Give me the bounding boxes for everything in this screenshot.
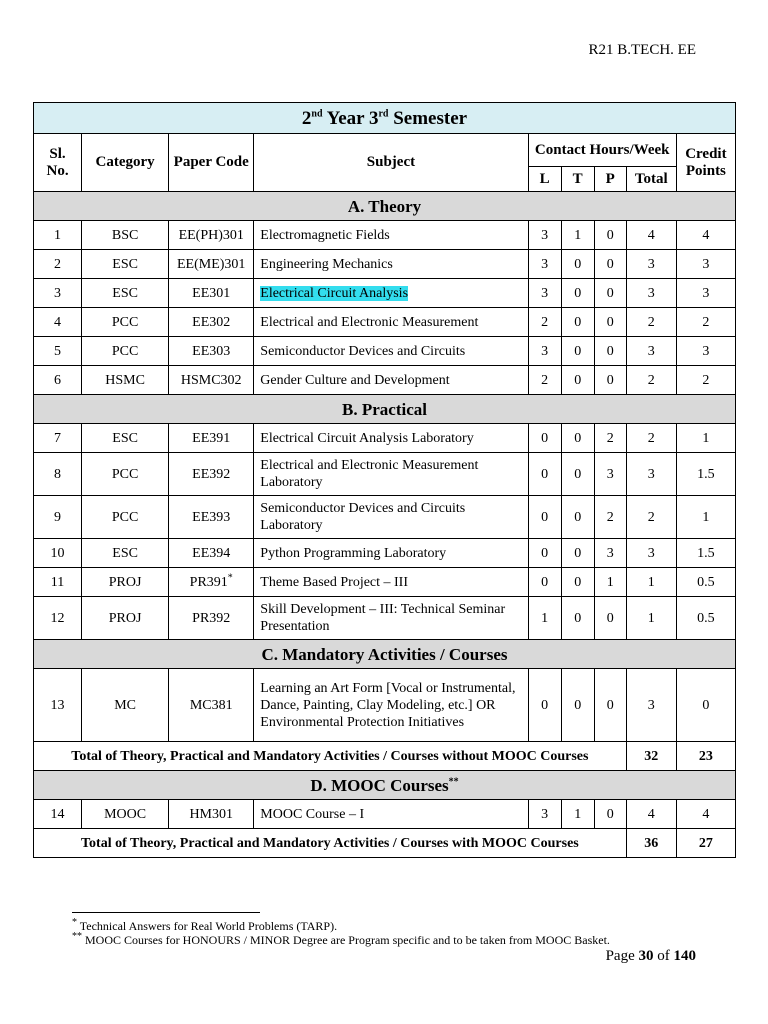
cell-total: 4 xyxy=(626,221,676,250)
section-theory: A. Theory xyxy=(34,192,736,221)
cell-cat: ESC xyxy=(82,424,169,453)
cell-t: 1 xyxy=(561,800,594,829)
cell-credit: 0.5 xyxy=(676,568,735,597)
cell-l: 2 xyxy=(528,308,561,337)
cell-l: 3 xyxy=(528,800,561,829)
cell-cat: ESC xyxy=(82,539,169,568)
cell-credit: 0.5 xyxy=(676,597,735,640)
col-credit-points: Credit Points xyxy=(676,134,735,192)
cell-total: 3 xyxy=(626,453,676,496)
col-l: L xyxy=(528,167,561,192)
cell-p: 3 xyxy=(594,453,626,496)
cell-sl: 1 xyxy=(34,221,82,250)
cell-t: 0 xyxy=(561,539,594,568)
cell-l: 2 xyxy=(528,366,561,395)
cell-sl: 4 xyxy=(34,308,82,337)
cell-cat: BSC xyxy=(82,221,169,250)
cell-l: 0 xyxy=(528,424,561,453)
semester-title-row xyxy=(34,103,736,134)
cell-p: 0 xyxy=(594,308,626,337)
cell-credit: 2 xyxy=(676,366,735,395)
cell-p: 3 xyxy=(594,539,626,568)
cell-p: 2 xyxy=(594,496,626,539)
total-with-mooc-credits: 27 xyxy=(676,829,735,858)
cell-subject: Electrical and Electronic Measurement xyxy=(254,308,528,337)
table-row xyxy=(34,366,736,395)
cell-credit: 4 xyxy=(676,800,735,829)
cell-l: 0 xyxy=(528,453,561,496)
cell-p: 0 xyxy=(594,669,626,742)
total-without-mooc-hours: 32 xyxy=(626,742,676,771)
cell-cat: PCC xyxy=(82,496,169,539)
cell-cat: PCC xyxy=(82,337,169,366)
cell-total: 3 xyxy=(626,279,676,308)
cell-code: EE394 xyxy=(169,539,254,568)
cell-p: 0 xyxy=(594,597,626,640)
table-row xyxy=(34,568,736,597)
cell-subject: Engineering Mechanics xyxy=(254,250,528,279)
cell-subject: Skill Development – III: Technical Seminar Presentation xyxy=(254,597,528,640)
cell-t: 0 xyxy=(561,496,594,539)
footnote-divider xyxy=(72,912,260,913)
document-reference: R21 B.TECH. EE xyxy=(588,42,696,58)
cell-l: 0 xyxy=(528,669,561,742)
cell-subject: Semiconductor Devices and Circuits Laboratory xyxy=(254,496,528,539)
mooc-rows xyxy=(34,800,736,829)
col-contact-hours: Contact Hours/Week xyxy=(528,134,676,167)
cell-total: 3 xyxy=(626,250,676,279)
footnote-tarp: * Technical Answers for Real World Problems (TARP). xyxy=(72,917,338,933)
cell-total: 3 xyxy=(626,669,676,742)
section-practical: B. Practical xyxy=(34,395,736,424)
cell-total: 2 xyxy=(626,496,676,539)
col-total: Total xyxy=(626,167,676,192)
total-with-mooc-hours: 36 xyxy=(626,829,676,858)
cell-credit: 0 xyxy=(676,669,735,742)
header-row-1 xyxy=(34,134,736,167)
cell-p: 2 xyxy=(594,424,626,453)
cell-p: 0 xyxy=(594,221,626,250)
cell-t: 1 xyxy=(561,221,594,250)
cell-total: 2 xyxy=(626,366,676,395)
cell-l: 3 xyxy=(528,221,561,250)
cell-p: 0 xyxy=(594,366,626,395)
cell-code: EE303 xyxy=(169,337,254,366)
cell-sl: 14 xyxy=(34,800,82,829)
cell-p: 1 xyxy=(594,568,626,597)
total-with-mooc-row xyxy=(34,829,736,858)
cell-l: 3 xyxy=(528,337,561,366)
cell-code: EE301 xyxy=(169,279,254,308)
cell-t: 0 xyxy=(561,250,594,279)
cell-code: EE391 xyxy=(169,424,254,453)
cell-code: MC381 xyxy=(169,669,254,742)
cell-cat: HSMC xyxy=(82,366,169,395)
table-row xyxy=(34,597,736,640)
cell-credit: 3 xyxy=(676,250,735,279)
cell-cat: PROJ xyxy=(82,568,169,597)
table-row xyxy=(34,250,736,279)
cell-total: 4 xyxy=(626,800,676,829)
theory-rows xyxy=(34,221,736,395)
cell-t: 0 xyxy=(561,669,594,742)
cell-credit: 4 xyxy=(676,221,735,250)
cell-sl: 9 xyxy=(34,496,82,539)
cell-cat: PROJ xyxy=(82,597,169,640)
mandatory-rows xyxy=(34,669,736,742)
cell-t: 0 xyxy=(561,597,594,640)
cell-t: 0 xyxy=(561,308,594,337)
table-row xyxy=(34,424,736,453)
table-row xyxy=(34,800,736,829)
cell-l: 3 xyxy=(528,279,561,308)
footnote-mooc: ** MOOC Courses for HONOURS / MINOR Degree are Program specific and to be taken from MOOC Basket. xyxy=(72,931,610,947)
cell-code: PR391* xyxy=(169,568,254,597)
cell-credit: 3 xyxy=(676,279,735,308)
cell-sl: 8 xyxy=(34,453,82,496)
cell-l: 1 xyxy=(528,597,561,640)
cell-subject: Learning an Art Form [Vocal or Instrumental, Dance, Painting, Clay Modeling, etc.] OR Environmental Protection Initiatives xyxy=(254,669,528,742)
cell-cat: ESC xyxy=(82,279,169,308)
table-row xyxy=(34,279,736,308)
cell-credit: 1 xyxy=(676,496,735,539)
cell-subject: Python Programming Laboratory xyxy=(254,539,528,568)
table-row xyxy=(34,221,736,250)
section-mandatory: C. Mandatory Activities / Courses xyxy=(34,640,736,669)
cell-sl: 6 xyxy=(34,366,82,395)
cell-code: EE393 xyxy=(169,496,254,539)
cell-p: 0 xyxy=(594,250,626,279)
page-number: Page 30 of 140 xyxy=(605,948,696,964)
cell-cat: MOOC xyxy=(82,800,169,829)
cell-p: 0 xyxy=(594,337,626,366)
col-t: T xyxy=(561,167,594,192)
cell-sl: 2 xyxy=(34,250,82,279)
cell-t: 0 xyxy=(561,424,594,453)
col-category: Category xyxy=(82,134,169,192)
cell-credit: 1 xyxy=(676,424,735,453)
cell-subject: Semiconductor Devices and Circuits xyxy=(254,337,528,366)
col-p: P xyxy=(594,167,626,192)
cell-code: EE(PH)301 xyxy=(169,221,254,250)
cell-credit: 1.5 xyxy=(676,453,735,496)
col-sl-no: Sl. No. xyxy=(34,134,82,192)
cell-sl: 12 xyxy=(34,597,82,640)
cell-t: 0 xyxy=(561,337,594,366)
cell-sl: 11 xyxy=(34,568,82,597)
table-row xyxy=(34,669,736,742)
cell-code: HM301 xyxy=(169,800,254,829)
cell-total: 2 xyxy=(626,308,676,337)
cell-subject: MOOC Course – I xyxy=(254,800,528,829)
table-row xyxy=(34,496,736,539)
cell-t: 0 xyxy=(561,453,594,496)
total-without-mooc-row xyxy=(34,742,736,771)
cell-subject: Electrical Circuit Analysis Laboratory xyxy=(254,424,528,453)
practical-rows xyxy=(34,424,736,640)
cell-cat: PCC xyxy=(82,453,169,496)
cell-code: EE302 xyxy=(169,308,254,337)
col-paper-code: Paper Code xyxy=(169,134,254,192)
cell-code: EE392 xyxy=(169,453,254,496)
cell-l: 3 xyxy=(528,250,561,279)
total-with-mooc-label: Total of Theory, Practical and Mandatory Activities / Courses with MOOC Courses xyxy=(34,829,627,858)
cell-t: 0 xyxy=(561,366,594,395)
cell-t: 0 xyxy=(561,279,594,308)
semester-title: 2nd Year 3rd Semester xyxy=(34,103,736,134)
cell-t: 0 xyxy=(561,568,594,597)
cell-total: 1 xyxy=(626,597,676,640)
section-mooc: D. MOOC Courses** xyxy=(34,771,736,800)
curriculum-table xyxy=(33,102,736,858)
cell-sl: 7 xyxy=(34,424,82,453)
total-without-mooc-credits: 23 xyxy=(676,742,735,771)
cell-cat: ESC xyxy=(82,250,169,279)
cell-code: HSMC302 xyxy=(169,366,254,395)
cell-sl: 10 xyxy=(34,539,82,568)
cell-subject: Electrical and Electronic Measurement Laboratory xyxy=(254,453,528,496)
cell-subject: Electrical Circuit Analysis xyxy=(254,279,528,308)
total-without-mooc-label: Total of Theory, Practical and Mandatory Activities / Courses without MOOC Courses xyxy=(34,742,627,771)
cell-p: 0 xyxy=(594,279,626,308)
cell-code: EE(ME)301 xyxy=(169,250,254,279)
table-row xyxy=(34,308,736,337)
table-row xyxy=(34,539,736,568)
cell-credit: 2 xyxy=(676,308,735,337)
table-row xyxy=(34,453,736,496)
cell-l: 0 xyxy=(528,539,561,568)
cell-sl: 3 xyxy=(34,279,82,308)
cell-l: 0 xyxy=(528,496,561,539)
cell-subject: Theme Based Project – III xyxy=(254,568,528,597)
cell-l: 0 xyxy=(528,568,561,597)
cell-cat: PCC xyxy=(82,308,169,337)
cell-sl: 5 xyxy=(34,337,82,366)
cell-sl: 13 xyxy=(34,669,82,742)
cell-subject: Electromagnetic Fields xyxy=(254,221,528,250)
cell-p: 0 xyxy=(594,800,626,829)
cell-code: PR392 xyxy=(169,597,254,640)
cell-subject: Gender Culture and Development xyxy=(254,366,528,395)
col-subject: Subject xyxy=(254,134,528,192)
cell-credit: 3 xyxy=(676,337,735,366)
cell-total: 3 xyxy=(626,539,676,568)
cell-total: 2 xyxy=(626,424,676,453)
cell-cat: MC xyxy=(82,669,169,742)
cell-total: 3 xyxy=(626,337,676,366)
table-row xyxy=(34,337,736,366)
cell-credit: 1.5 xyxy=(676,539,735,568)
cell-total: 1 xyxy=(626,568,676,597)
